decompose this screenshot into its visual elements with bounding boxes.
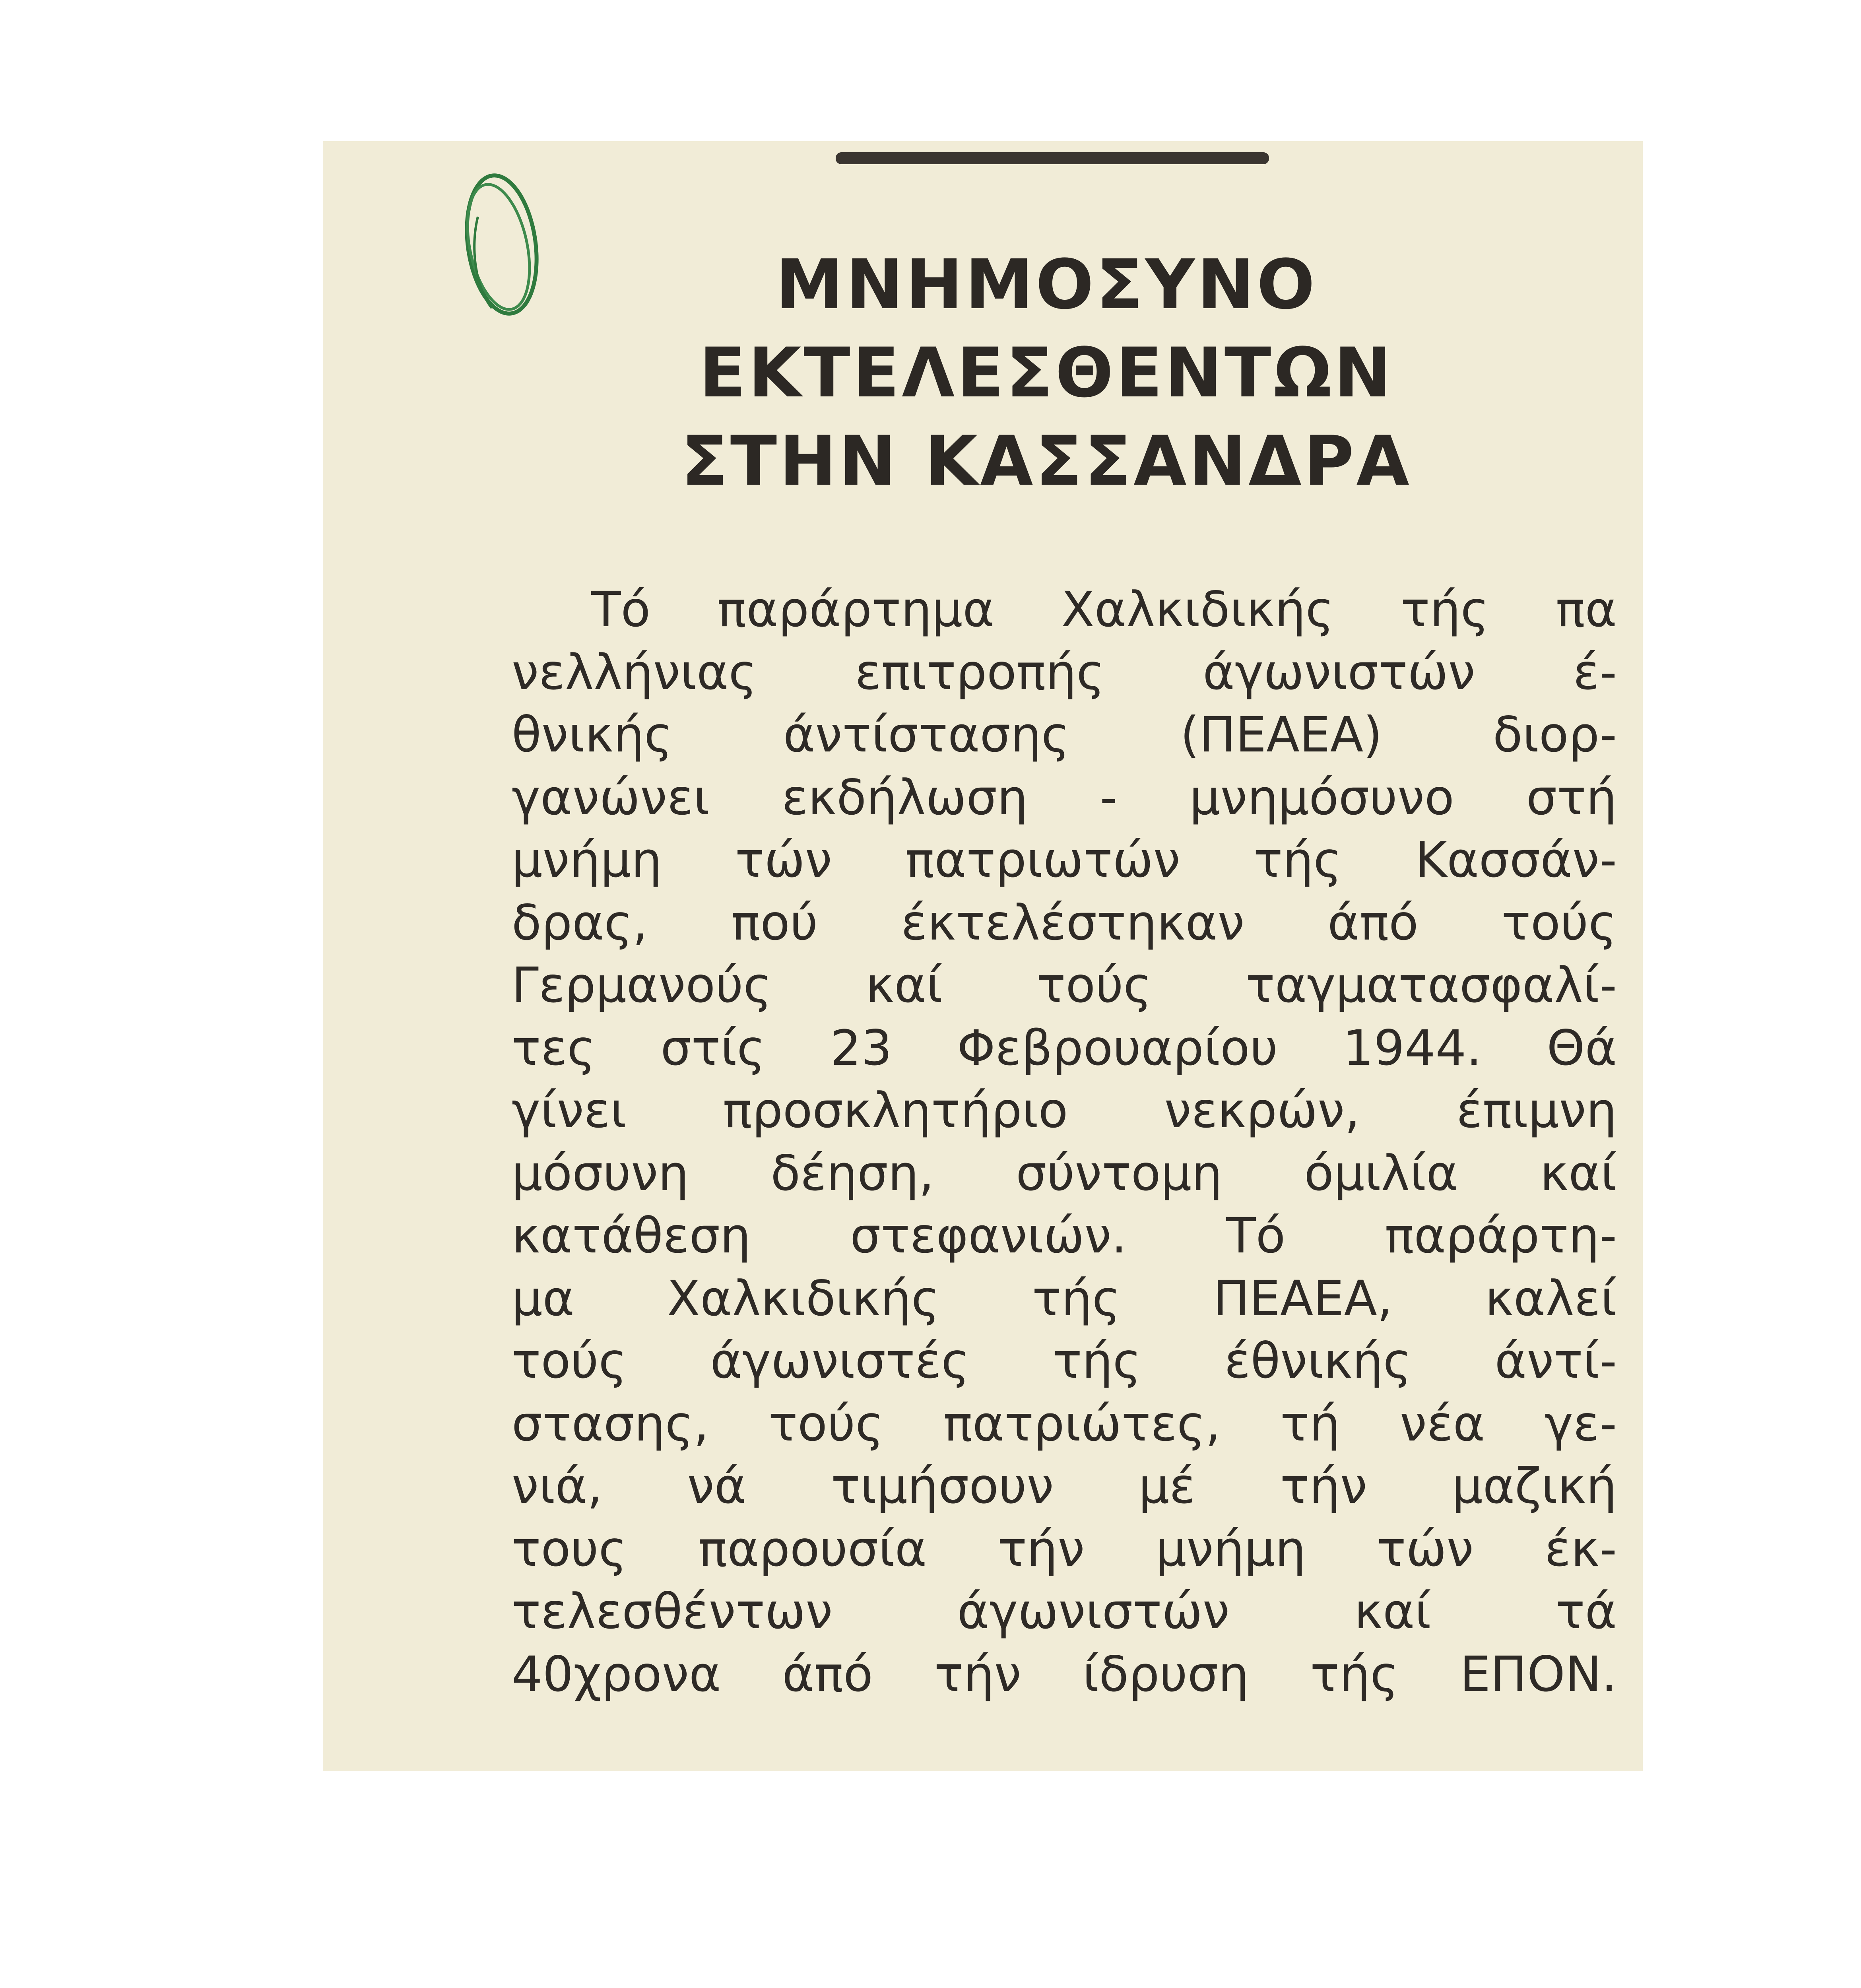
headline-line: ΕΚΤΕΛΕΣΘΕΝΤΩΝ — [699, 333, 1394, 413]
article-body — [512, 579, 1617, 1706]
headline-line: ΜΝΗΜΟΣΥΝΟ — [775, 245, 1318, 324]
body-line: μα Χαλκιδικής τής ΠΕΑΕΑ, καλεί — [512, 1270, 1617, 1327]
headline — [545, 241, 1547, 505]
green-pen-circle-mark — [454, 169, 541, 324]
body-line: γίνει προσκλητήριο νεκρών, έπιμνη — [512, 1082, 1617, 1139]
body-line: μόσυνη δέηση, σύντομη όμιλία καί — [512, 1145, 1617, 1202]
newspaper-clipping — [323, 141, 1643, 1771]
body-line: στασης, τούς πατριώτες, τή νέα γε- — [512, 1395, 1617, 1452]
body-line: γανώνει εκδήλωση - μνημόσυνο στή — [512, 769, 1617, 826]
body-line: τους παρουσία τήν μνήμη τών έκ- — [512, 1520, 1617, 1577]
body-line: τελεσθέντων άγωνιστών καί τά — [512, 1583, 1617, 1640]
body-line: τούς άγωνιστές τής έθνικής άντί- — [512, 1333, 1617, 1389]
body-line: 40χρονα άπό τήν ίδρυση τής ΕΠΟΝ. — [512, 1646, 1617, 1703]
body-line: θνικής άντίστασης (ΠΕΑΕΑ) διορ- — [512, 707, 1617, 763]
headline-line: ΣΤΗΝ ΚΑΣΣΑΝΔΡΑ — [681, 421, 1412, 501]
body-line: δρας, πού έκτελέστηκαν άπό τούς — [512, 894, 1617, 951]
body-line: νελλήνιας επιτροπής άγωνιστών έ- — [512, 644, 1617, 701]
body-line: τες στίς 23 Φεβρουαρίου 1944. Θά — [512, 1019, 1617, 1076]
body-line: νιά, νά τιμήσουν μέ τήν μαζική — [512, 1458, 1617, 1514]
body-line: Τό παράρτημα Χαλκιδικής τής πα — [591, 581, 1617, 638]
body-line: κατάθεση στεφανιών. Τό παράρτη- — [512, 1208, 1617, 1264]
body-line: Γερμανούς καί τούς ταγματασφαλί- — [512, 957, 1617, 1013]
body-line: μνήμη τών πατριωτών τής Κασσάν- — [512, 832, 1617, 888]
top-rule-divider — [836, 152, 1269, 164]
